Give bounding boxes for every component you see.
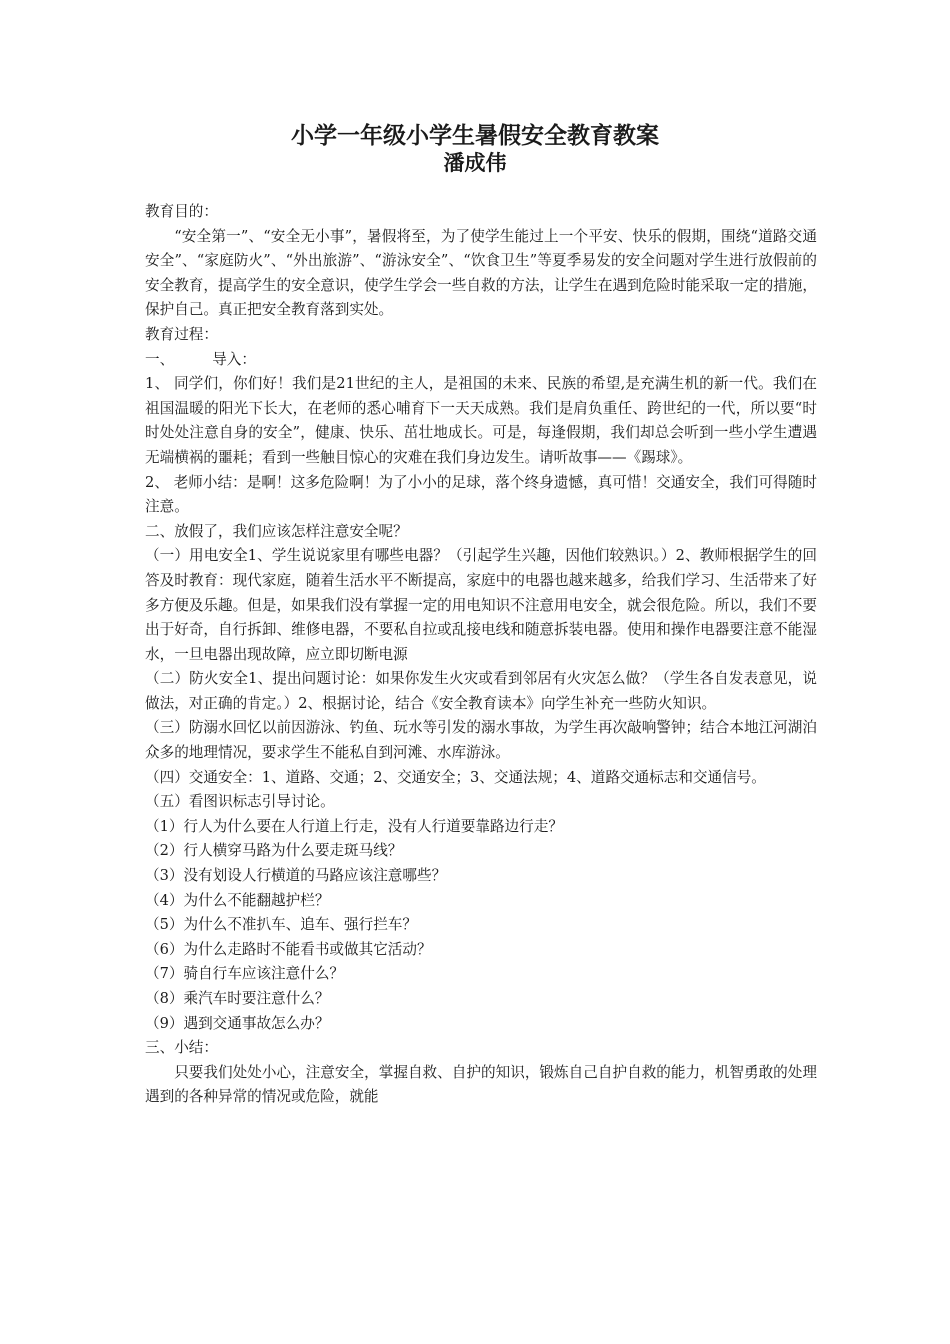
goal-paragraph: “安全第一”、“安全无小事”，暑假将至，为了使学生能过上一个平安、快乐的假期，围绕“道路交通安全”、“家庭防火”、“外出旅游”、“游泳安全”、“饮食卫生”等夏季易发的安全问题对学生进行放假前的安全教育，提高学生的安全意识，使学生学会一些自救的方法，让学生在遇到危险时能采取一定的措施，保护自己。真正把安全教育落到实处。 bbox=[145, 227, 817, 319]
drowning-safety-paragraph: （三）防溺水回忆以前因游泳、钓鱼、玩水等引发的溺水事故，为学生再次敲响警钟；结合本地江河湖泊众多的地理情况，要求学生不能私自到河滩、水库游泳。 bbox=[145, 719, 817, 762]
fire-safety-paragraph: （二）防火安全1、提出问题讨论：如果你发生火灾或看到邻居有火灾怎么做？（学生各自发表意见，说做法，对正确的肯定。）2、根据讨论，结合《安全教育读本》向学生补充一些防火知识。 bbox=[145, 670, 817, 712]
question-item: （9）遇到交通事故怎么办？ bbox=[145, 1014, 330, 1032]
summary-paragraph: 只要我们处处小心，注意安全，掌握自救、自护的知识，锻炼自己自护自救的能力，机智勇敢的处理遇到的各种异常的情况或危险，就能 bbox=[145, 1063, 817, 1106]
question-item: （2）行人横穿马路为什么要走斑马线？ bbox=[145, 842, 403, 860]
question-item: （7）骑自行车应该注意什么？ bbox=[145, 965, 345, 983]
section-3-heading: 三、小结： bbox=[145, 1039, 218, 1057]
intro-paragraph-2: 2、 老师小结：是啊！这多危险啊！为了小小的足球，落个终身遗憾，真可惜！交通安全，我们可得随时注意。 bbox=[145, 473, 817, 516]
section-1-title: 导入： bbox=[212, 350, 256, 368]
process-heading: 教育过程： bbox=[145, 325, 218, 343]
question-item: （3）没有划设人行横道的马路应该注意哪些？ bbox=[145, 867, 447, 885]
intro-paragraph-1: 1、 同学们，你们好！我们是21世纪的主人，是祖国的未来、民族的希望,是充满生机的新一代。我们在祖国温暖的阳光下长大，在老师的悉心哺育下一天天成熟。我们是肩负重任、跨世纪的一代，所以要“时时处处注意自身的安全”，健康、快乐、茁壮地成长。可是，每逢假期，我们却总会听到一些小学生遭遇无端横祸的噩耗；看到一些触目惊心的灾难在我们身边发生。请听故事——《踢球》。 bbox=[145, 375, 817, 466]
author-name: 潘成伟 bbox=[443, 150, 507, 175]
section-1-heading bbox=[145, 348, 817, 373]
electric-safety-paragraph: （一）用电安全1、学生说说家里有哪些电器？（引起学生兴趣，因他们较熟识。）2、教师根据学生的回答及时教育：现代家庭，随着生活水平不断提高，家庭中的电器也越来越多，给我们学习、生活带来了好多方便及乐趣。但是，如果我们没有掌握一定的用电知识不注意用电安全，就会很危险。所以，我们不要出于好奇，自行拆卸、维修电器，不要私自拉或乱接电线和随意拆装电器。使用和操作电器要注意不能湿水，一旦电器出现故障，应立即切断电源 bbox=[145, 547, 817, 663]
question-item: （8）乘汽车时要注意什么？ bbox=[145, 990, 330, 1007]
section-1-number: 一、 bbox=[145, 350, 175, 368]
question-item: （1）行人为什么要在人行道上行走，没有人行道要靠路边行走？ bbox=[145, 817, 563, 835]
goal-heading: 教育目的： bbox=[145, 203, 218, 220]
document-body bbox=[145, 200, 817, 1110]
section-2-heading: 二、放假了，我们应该怎样注意安全呢？ bbox=[145, 522, 408, 540]
sign-discussion-paragraph: （五）看图识标志引导讨论。 bbox=[145, 793, 335, 811]
question-item: （6）为什么走路时不能看书或做其它活动？ bbox=[145, 940, 432, 958]
page-title: 小学一年级小学生暑假安全教育教案 bbox=[291, 122, 659, 149]
traffic-safety-paragraph: （四）交通安全：1、道路、交通；2、交通安全；3、交通法规；4、道路交通标志和交通信号。 bbox=[145, 768, 766, 786]
question-item: （4）为什么不能翻越护栏？ bbox=[145, 891, 330, 909]
question-item: （5）为什么不准扒车、追车、强行拦车？ bbox=[145, 916, 417, 934]
